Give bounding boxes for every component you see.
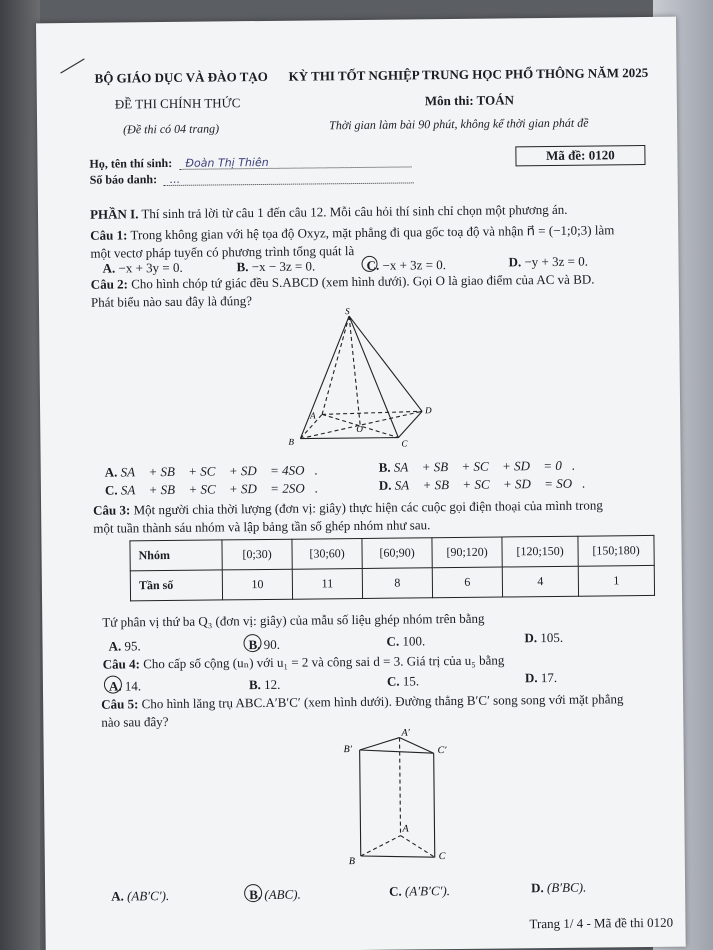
q5-stem: Cho hình lăng trụ ABC.A′B′C′ (xem hình dưới). Đường thẳng B′C′ song song với mặt phẳng — [141, 691, 624, 712]
option-letter: B. — [236, 259, 249, 275]
q3-option-d[interactable] — [524, 630, 563, 646]
table-cell: [150;180) — [578, 535, 654, 566]
option-letter: D. — [508, 254, 522, 270]
option-text: 105. — [540, 629, 564, 646]
option-letter: D. — [378, 477, 392, 493]
time-note: Thời gian làm bài 90 phút, không kể thời gian phát đề — [329, 115, 589, 133]
official-label: ĐỀ THI CHÍNH THỨC — [114, 95, 241, 112]
option-letter: C. — [104, 482, 118, 498]
candidate-id-label: Số báo danh: — [89, 172, 158, 187]
frequency-table — [129, 535, 655, 601]
q4-text — [103, 652, 505, 672]
table-cell: 4 — [502, 566, 578, 597]
q5-option-a[interactable] — [111, 888, 169, 905]
answer-circle-mark — [244, 884, 262, 902]
table-cell: [90;120) — [432, 537, 502, 568]
option-text: −x − 3z = 0. — [251, 258, 316, 275]
q1-option-a[interactable] — [103, 260, 183, 277]
q3-stem: Một người chia thời lượng (đơn vị: giây) thực hiện các cuộc gọi điện thoại của mình trong — [133, 497, 603, 518]
option-text: 95. — [124, 638, 141, 654]
q2-option-c[interactable] — [105, 480, 318, 498]
page-footer: Trang 1/ 4 - Mã đề thi 0120 — [529, 914, 674, 932]
q4-option-d[interactable] — [525, 670, 557, 686]
q3-question: Tứ phân vị thứ ba Q₃ (đơn vị: giây) của mẫu số liệu ghép nhóm trên bằng — [102, 610, 485, 630]
q2-stem: Cho hình chóp tứ giác đều S.ABCD (xem hình dưới). Gọi O là giao điểm của AC và BD. — [131, 271, 595, 292]
q2-option-d[interactable] — [379, 476, 586, 494]
label-c: C — [438, 851, 446, 863]
q5-option-c[interactable] — [389, 883, 450, 900]
option-letter: C. — [389, 883, 402, 899]
table-cell: 10 — [222, 569, 292, 600]
q1-option-c[interactable] — [366, 257, 446, 274]
label-a: A — [402, 823, 409, 835]
candidate-id-value: ... — [169, 172, 181, 186]
exam-code-label: Mã đề: — [546, 147, 586, 164]
option-text: (B′BC). — [546, 879, 587, 896]
q1-stem: Trong không gian với hệ tọa độ Oxyz, mặt phẳng đi qua gốc toạ độ và nhận n⃗ = (−1;0;3) làm — [130, 222, 615, 243]
label-a-prime: A′ — [401, 727, 410, 739]
q2-text-line2: Phát biểu nào sau đây là đúng? — [90, 293, 253, 310]
q5-option-d[interactable] — [531, 880, 586, 897]
option-letter: A. — [104, 464, 118, 480]
answer-circle-mark — [361, 256, 380, 273]
q1-text-line1 — [90, 222, 614, 243]
pyramid-figure — [269, 305, 451, 457]
label-c: C — [401, 438, 408, 449]
option-text: SA⃗ + SB⃗ + SC⃗ + SD⃗ = 4SO⃗. — [120, 462, 318, 480]
exam-code-value: 0120 — [588, 147, 615, 163]
option-text: −x + 3z = 0. — [382, 257, 447, 273]
q1-option-d[interactable] — [508, 254, 588, 271]
background-table-left — [0, 0, 40, 950]
option-text: 100. — [402, 633, 426, 649]
q2-option-a[interactable] — [105, 462, 318, 480]
q1-option-b[interactable] — [236, 258, 315, 275]
label-a: A — [310, 410, 316, 421]
option-text: 17. — [540, 669, 558, 686]
option-text: 14. — [124, 678, 142, 694]
q5-text-line2: nào sau đây? — [101, 714, 169, 730]
q4-stem: Cho cấp số cộng (uₙ) với u₁ = 2 và công sai d = 3. Giá trị của u₅ bằng — [143, 652, 505, 672]
option-letter: A. — [111, 888, 124, 904]
option-text: (A′B′C′). — [404, 883, 451, 899]
q3-label: Câu 3: — [93, 502, 131, 518]
candidate-name-value: Đoàn Thị Thiên — [185, 155, 269, 170]
label-b: B — [288, 436, 294, 447]
label-b-prime: B′ — [343, 744, 352, 756]
table-cell: [30;60) — [292, 538, 362, 569]
option-text: (ABC). — [264, 886, 301, 903]
q3-text-line1 — [93, 497, 603, 518]
pen-mark — [58, 57, 88, 77]
option-text: SA⃗ + SB⃗ + SC⃗ + SD⃗ = SO⃗. — [394, 475, 586, 493]
option-letter: B. — [249, 887, 262, 903]
ministry-name: BỘ GIÁO DỤC VÀ ĐÀO TẠO — [94, 68, 268, 86]
table-cell: 11 — [292, 568, 362, 599]
q1-label: Câu 1: — [90, 227, 128, 243]
candidate-id-line — [164, 167, 414, 186]
option-text: 12. — [264, 676, 281, 692]
q2-option-b[interactable] — [379, 458, 576, 476]
label-c-prime: C′ — [437, 745, 447, 757]
option-text: SA⃗ + SB⃗ + SC⃗ + SD⃗ = 2SO⃗. — [120, 480, 319, 498]
option-text: (AB′C′). — [126, 888, 170, 904]
table-cell: 8 — [362, 568, 432, 599]
table-cell: [120;150) — [502, 536, 578, 567]
table-cell: [0;30) — [222, 539, 292, 570]
option-letter: B. — [248, 637, 261, 653]
q3-option-a[interactable] — [108, 638, 140, 654]
label-d: D — [425, 405, 432, 416]
q5-text-line1 — [101, 691, 623, 712]
option-letter: D. — [531, 880, 544, 896]
option-letter: B. — [248, 677, 261, 693]
option-text: −x + 3y = 0. — [118, 259, 183, 276]
part1-instruction — [90, 202, 568, 223]
option-letter: D. — [524, 630, 538, 646]
option-letter: B. — [378, 459, 391, 475]
option-letter: D. — [524, 670, 538, 686]
candidate-name-label: Họ, tên thí sinh: — [89, 155, 173, 171]
answer-circle-mark — [243, 634, 261, 652]
answer-circle-mark — [104, 675, 122, 693]
option-letter: A. — [108, 638, 122, 654]
part1-title: PHẦN I. — [89, 206, 139, 222]
q4-label: Câu 4: — [102, 656, 141, 672]
q4-option-b[interactable] — [249, 677, 281, 693]
subject: Môn thi: TOÁN — [424, 92, 515, 109]
part1-text: Thí sinh trả lời từ câu 1 đến câu 12. Mỗi câu hỏi thí sinh chỉ chọn một phương án. — [141, 201, 568, 222]
q2-label: Câu 2: — [90, 276, 129, 292]
q5-label: Câu 5: — [101, 696, 139, 712]
option-text: 90. — [263, 636, 281, 653]
option-letter: A. — [102, 260, 116, 276]
option-text: −y + 3z = 0. — [524, 253, 589, 270]
q1-text-line2: một vectơ pháp tuyến có phương trình tổng quát là — [90, 243, 355, 261]
option-letter: C. — [366, 257, 380, 273]
pages-note: (Đề thi có 04 trang) — [123, 121, 220, 137]
label-o: O — [356, 423, 363, 435]
option-letter: C. — [386, 633, 400, 649]
table-cell: 6 — [432, 567, 502, 598]
option-letter: C. — [386, 673, 400, 689]
table-row — [130, 565, 654, 600]
table-header-cell: Tần số — [130, 570, 222, 601]
table-header-cell: Nhóm — [130, 540, 222, 571]
exam-code-box — [515, 145, 645, 166]
q3-text-line2: một tuần thành sáu nhóm và lập bảng tần số ghép nhóm như sau. — [93, 517, 431, 536]
option-text: 15. — [402, 673, 420, 689]
exam-sheet — [36, 17, 686, 950]
option-text: SA⃗ + SB⃗ + SC⃗ + SD⃗ = 0⃗. — [393, 457, 576, 475]
table-cell: [60;90) — [362, 538, 432, 569]
exam-title: KỲ THI TỐT NGHIỆP TRUNG HỌC PHỔ THÔNG NĂM 2025 — [288, 64, 649, 84]
table-cell: 1 — [578, 565, 654, 596]
label-s: S — [344, 306, 350, 317]
q4-option-c[interactable] — [387, 673, 419, 689]
q3-option-c[interactable] — [386, 633, 425, 649]
option-letter: A. — [108, 678, 122, 694]
label-b: B — [348, 856, 355, 868]
prism-figure — [313, 727, 465, 879]
